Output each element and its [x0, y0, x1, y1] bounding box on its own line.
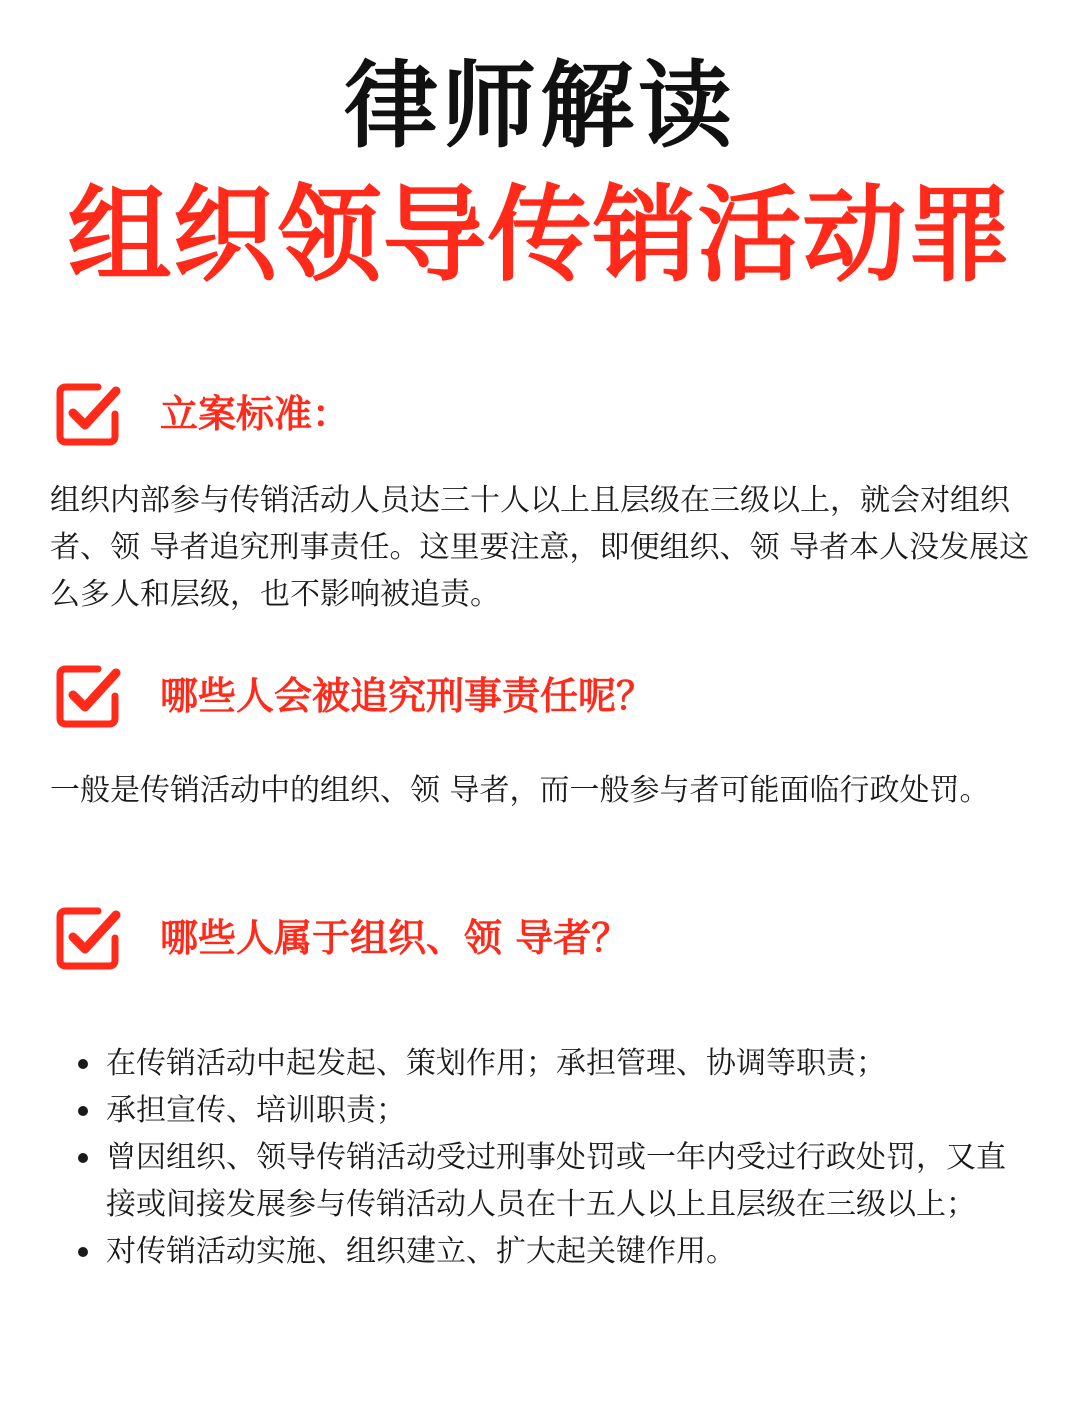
list-item-text: 对传销活动实施、组织建立、扩大起关键作用。 [106, 1234, 736, 1269]
list-item [50, 1134, 1010, 1228]
section-heading-label: 立案标准： [160, 392, 351, 436]
section-body-filing-standard: 组织内部参与传销活动人员达三十人以上且层级在三级以上，就会对组织者、领 导者追究刑事责任。这里要注意，即便组织、领 导者本人没发展这么多人和层级，也不影响被追责。 [50, 483, 1030, 612]
list-item [50, 1087, 1010, 1134]
checkbox-check-icon [52, 902, 124, 974]
bullet-dot-icon [78, 1247, 88, 1257]
checkbox-check-icon [52, 660, 124, 732]
list-item [50, 1040, 1010, 1087]
section-body-who-liable: 一般是传销活动中的组织、领 导者，而一般参与者可能面临行政处罚。 [50, 773, 990, 808]
section-heading-label: 哪些人会被追究刑事责任呢？ [160, 674, 655, 718]
bullet-dot-icon [78, 1153, 88, 1163]
checkbox-check-icon [52, 378, 124, 450]
section-heading-label: 哪些人属于组织、领 导者？ [160, 916, 630, 960]
page-subtitle: 组织领导传销活动罪 [67, 174, 1013, 296]
section-heading-filing-standard [52, 378, 350, 450]
list-item-text: 承担宣传、培训职责； [106, 1093, 406, 1128]
list-item-text: 曾因组织、领导传销活动受过刑事处罚或一年内受过行政处罚，又直接或间接发展参与传销活动人员在十五人以上且层级在三级以上； [106, 1140, 1006, 1222]
section-heading-who-liable [52, 660, 654, 732]
bullet-dot-icon [78, 1106, 88, 1116]
list-item-text: 在传销活动中起发起、策划作用；承担管理、协调等职责； [106, 1046, 886, 1081]
leader-criteria-list [50, 1040, 1010, 1275]
bullet-dot-icon [78, 1059, 88, 1069]
page-title: 律师解读 [343, 52, 736, 161]
section-heading-who-are-leaders [52, 902, 629, 974]
list-item [50, 1228, 1010, 1275]
